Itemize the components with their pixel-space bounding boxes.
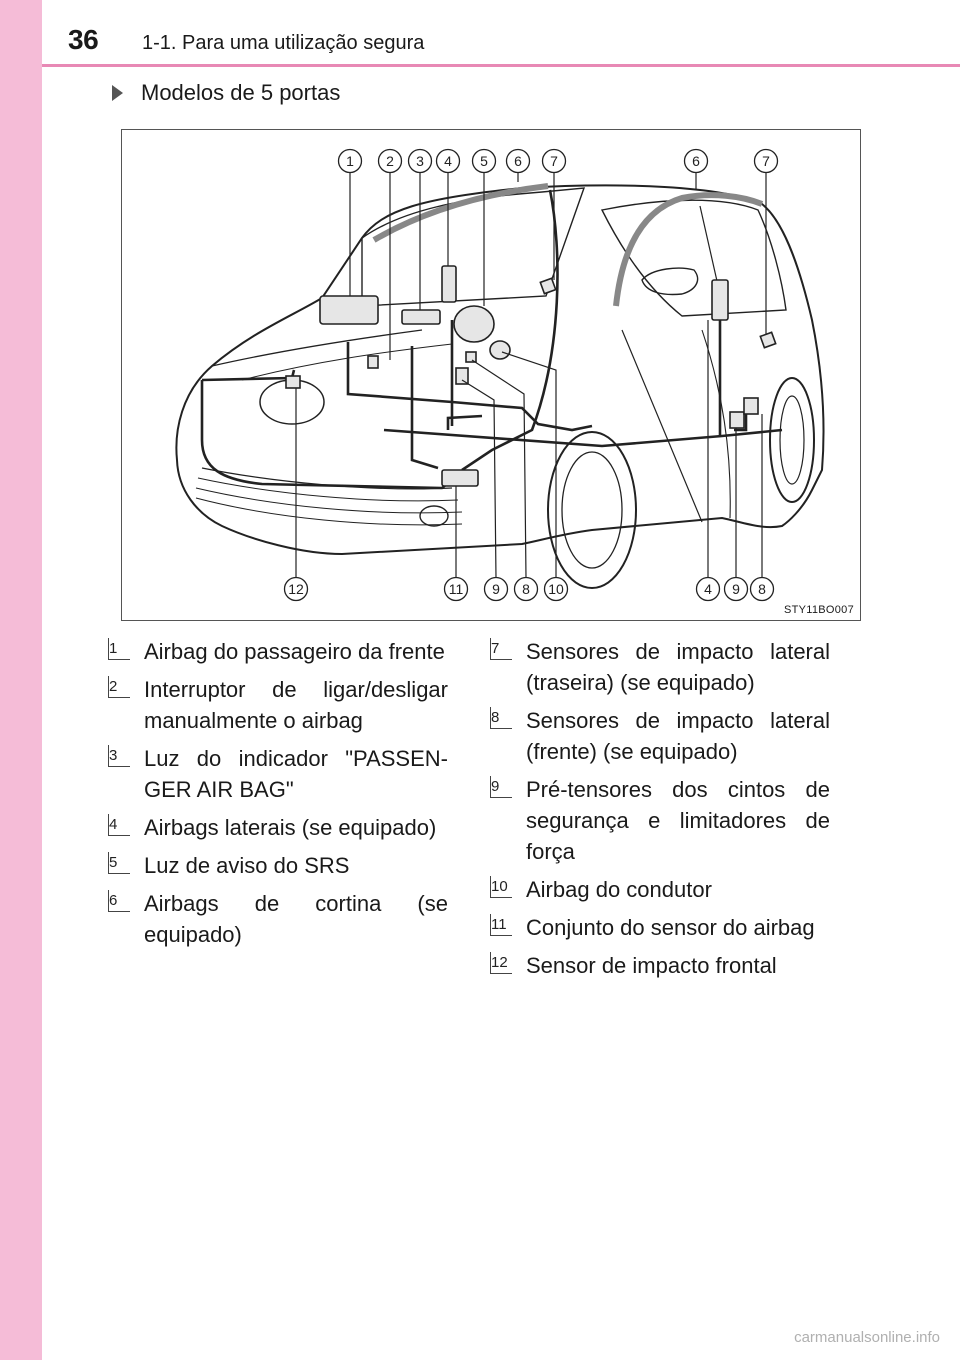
- callout-bottom: 11: [448, 581, 464, 597]
- callout-bottom: 9: [492, 581, 500, 597]
- callout-bottom: 9: [732, 581, 740, 597]
- legend-item: [108, 743, 448, 805]
- callout-top: 7: [762, 153, 770, 169]
- callout-top: 5: [480, 153, 488, 169]
- legend-left: [108, 636, 448, 957]
- legend-text: Luz de aviso do SRS: [144, 853, 350, 878]
- callout-top: 6: [692, 153, 700, 169]
- legend-item: [490, 950, 830, 981]
- header-rule: [42, 64, 960, 67]
- legend-item: [490, 636, 830, 698]
- callout-bottom: 8: [522, 581, 530, 597]
- legend-number: 10: [490, 876, 512, 898]
- legend-number: 5: [108, 852, 130, 874]
- legend-number: 7: [490, 638, 512, 660]
- legend-number: 2: [108, 676, 130, 698]
- callout-top: 7: [550, 153, 558, 169]
- legend-item: [108, 812, 448, 843]
- legend-text: Sensores de impacto lateral (frente) (se equipado): [526, 708, 830, 764]
- legend-text: Airbag do condutor: [526, 877, 712, 902]
- legend-text: Interruptor de ligar/desligar manualmente o airbag: [144, 677, 448, 733]
- section-title: 1-1. Para uma utilização segura: [142, 32, 425, 54]
- legend-text: Conjunto do sensor do airbag: [526, 915, 815, 940]
- legend-item: [108, 888, 448, 950]
- triangle-bullet-icon: [112, 85, 123, 101]
- legend-text: Airbags laterais (se equipado): [144, 815, 437, 840]
- subheading-text: Modelos de 5 portas: [141, 80, 341, 105]
- callout-bottom: 10: [548, 581, 564, 597]
- legend-number: 11: [490, 914, 512, 936]
- callout-bottom: 4: [704, 581, 712, 597]
- callout-top: 6: [514, 153, 522, 169]
- legend-number: 12: [490, 952, 512, 974]
- legend-number: 1: [108, 638, 130, 660]
- legend-number: 8: [490, 707, 512, 729]
- callout-bottom: 8: [758, 581, 766, 597]
- callout-top: 1: [346, 153, 354, 169]
- callout-bottom: 12: [288, 581, 304, 597]
- legend-item: [490, 912, 830, 943]
- legend-text: Sensores de impacto lateral (traseira) (se equipado): [526, 639, 830, 695]
- figure-code: STY11BO007: [783, 604, 854, 616]
- legend-number: 3: [108, 745, 130, 767]
- legend-number: 6: [108, 890, 130, 912]
- legend-right: [490, 636, 830, 988]
- legend-item: [108, 636, 448, 667]
- page-number: 36: [68, 24, 99, 55]
- legend-text: Pré-tensores dos cintos de segurança e limitadores de força: [526, 777, 830, 864]
- callout-top: 4: [444, 153, 452, 169]
- callout-top: 3: [416, 153, 424, 169]
- legend-number: 9: [490, 776, 512, 798]
- chapter-side-tab: [0, 0, 42, 1360]
- legend-item: [490, 705, 830, 767]
- car-illustration: [122, 130, 860, 620]
- watermark-footer: carmanualsonline.info: [794, 1329, 940, 1346]
- legend-text: Luz do indicador "PASSEN-GER AIR BAG": [144, 746, 448, 802]
- callout-top: 2: [386, 153, 394, 169]
- legend-text: Airbags de cortina (se equipado): [144, 891, 448, 947]
- legend-text: Airbag do passageiro da frente: [144, 639, 445, 664]
- legend-text: Sensor de impacto frontal: [526, 953, 777, 978]
- legend-item: [108, 850, 448, 881]
- subheading: [112, 80, 340, 106]
- legend-number: 4: [108, 814, 130, 836]
- airbag-diagram: [121, 129, 861, 621]
- legend-item: [490, 874, 830, 905]
- legend-item: [490, 774, 830, 867]
- legend-item: [108, 674, 448, 736]
